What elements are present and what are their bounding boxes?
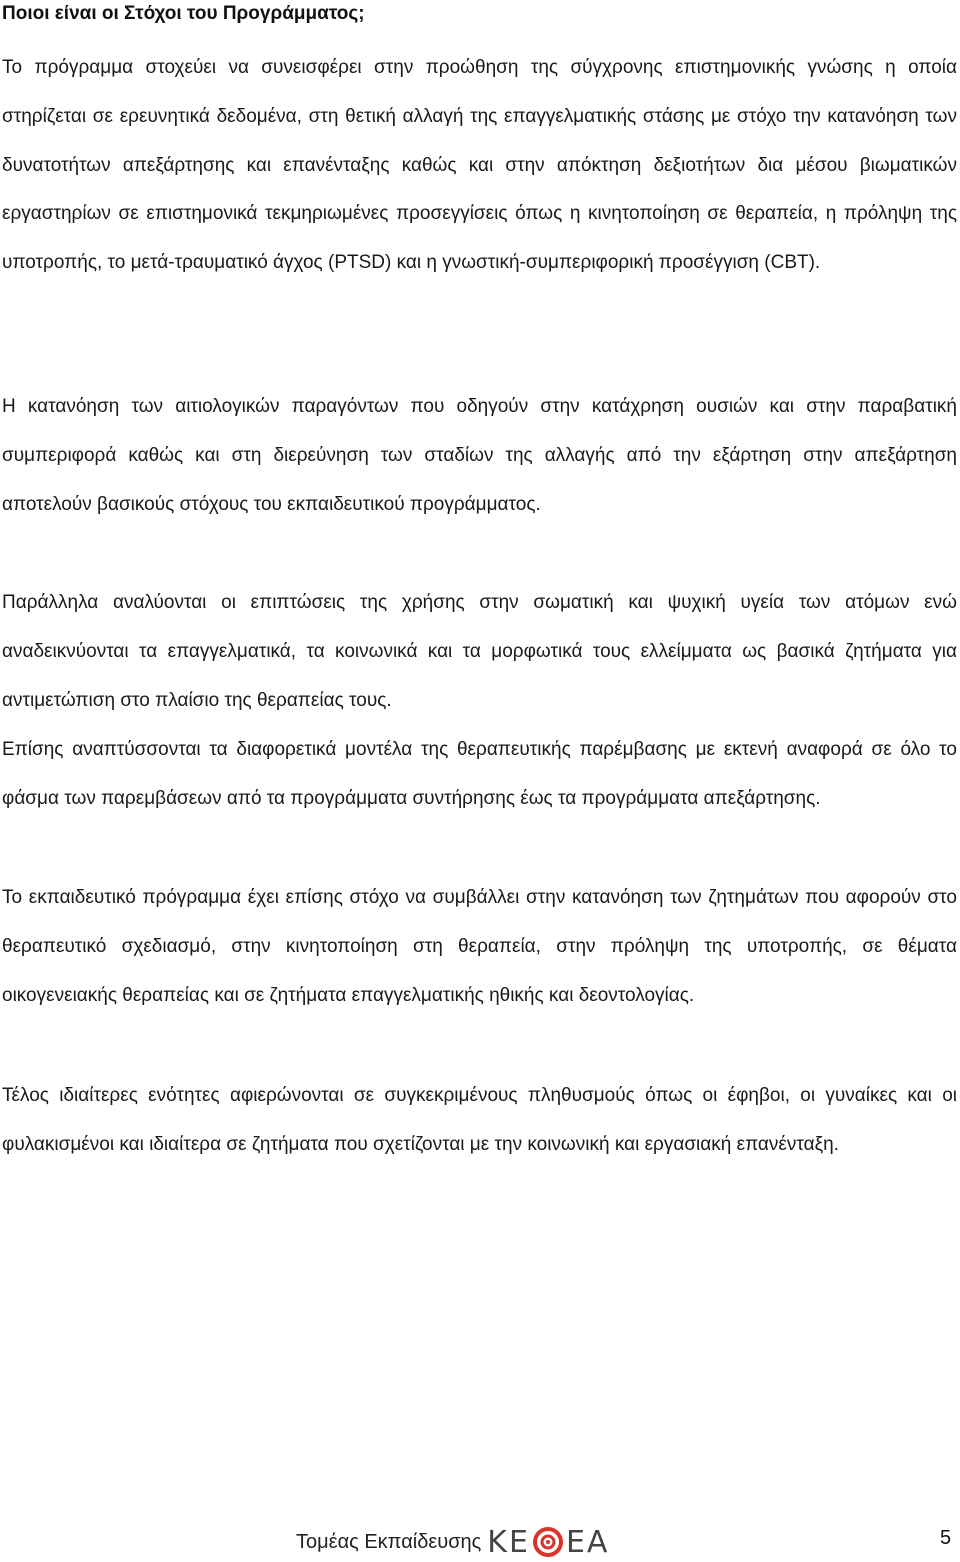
keoea-logo [487,1524,609,1560]
paragraph: Το πρόγραμμα στοχεύει να συνεισφέρει στην προώθηση της σύγχρονης επιστημονικής γνώσης η οποία στηρίζεται σε ερευνητικά δεδομένα, στη θετική αλλαγή της επαγγελματικής στάσης με στόχο την κατανόηση των δυνατοτήτων απεξάρτησης και επανένταξης καθώς και στην απόκτηση δεξιοτήτων δια μέσου βιωματικών εργαστηρίων σε επιστημονικά τεκμηριωμένες προσεγγίσεις όπως η κινητοποίηση σε θεραπεία, η πρόληψη της υποτροπής, το μετά-τραυματικό άγχος (PTSD) και η γνωστική-συμπεριφορική προσέγγιση (CBT). [2,57,957,274]
logo-circle-icon [532,1526,564,1558]
paragraph: Επίσης αναπτύσσονται τα διαφορετικά μοντέλα της θεραπευτικής παρέμβασης με εκτενή αναφορά σε όλο το φάσμα των παρεμβάσεων από τα προγράμματα συντήρησης έως τα προγράμματα απεξάρτησης. [2,739,957,809]
page-footer [296,1522,609,1562]
footer-label: Τομέας Εκπαίδευσης [296,1530,482,1553]
paragraph: Παράλληλα αναλύονται οι επιπτώσεις της χρήσης στην σωματική και ψυχική υγεία των ατόμων ενώ αναδεικνύονται τα επαγγελματικά, τα κοινωνικά και τα μορφωτικά τους ελλείμματα ως βασικά ζητήματα για αντιμετώπιση στο πλαίσιο της θεραπείας τους. [2,592,957,711]
logo-text-right: EA [565,1524,610,1560]
section-heading: Ποιοι είναι οι Στόχοι του Προγράμματος; [2,3,365,24]
paragraph: Τέλος ιδιαίτερες ενότητες αφιερώνονται σε συγκεκριμένους πληθυσμούς όπως οι έφηβοι, οι γυναίκες και οι φυλακισμένοι και ιδιαίτερα σε ζητήματα που σχετίζονται με την κοινωνική και εργασιακή επανένταξη. [2,1085,957,1155]
paragraph: Η κατανόηση των αιτιολογικών παραγόντων που οδηγούν στην κατάχρηση ουσιών και στην παραβατική συμπεριφορά καθώς και στη διερεύνηση των σταδίων της αλλαγής από την εξάρτηση στην απεξάρτηση αποτελούν βασικούς στόχους του εκπαιδευτικού προγράμματος. [2,396,957,515]
page-number: 5 [940,1527,952,1549]
paragraph: Το εκπαιδευτικό πρόγραμμα έχει επίσης στόχο να συμβάλλει στην κατανόηση των ζητημάτων που αφορούν στο θεραπευτικό σχεδιασμό, στην κινητοποίηση στη θεραπεία, στην πρόληψη της υποτροπής, σε θέματα οικογενειακής θεραπείας και σε ζητήματα επαγγελματικής ηθικής και δεοντολογίας. [2,887,957,1006]
logo-text-left: KE [487,1524,530,1560]
